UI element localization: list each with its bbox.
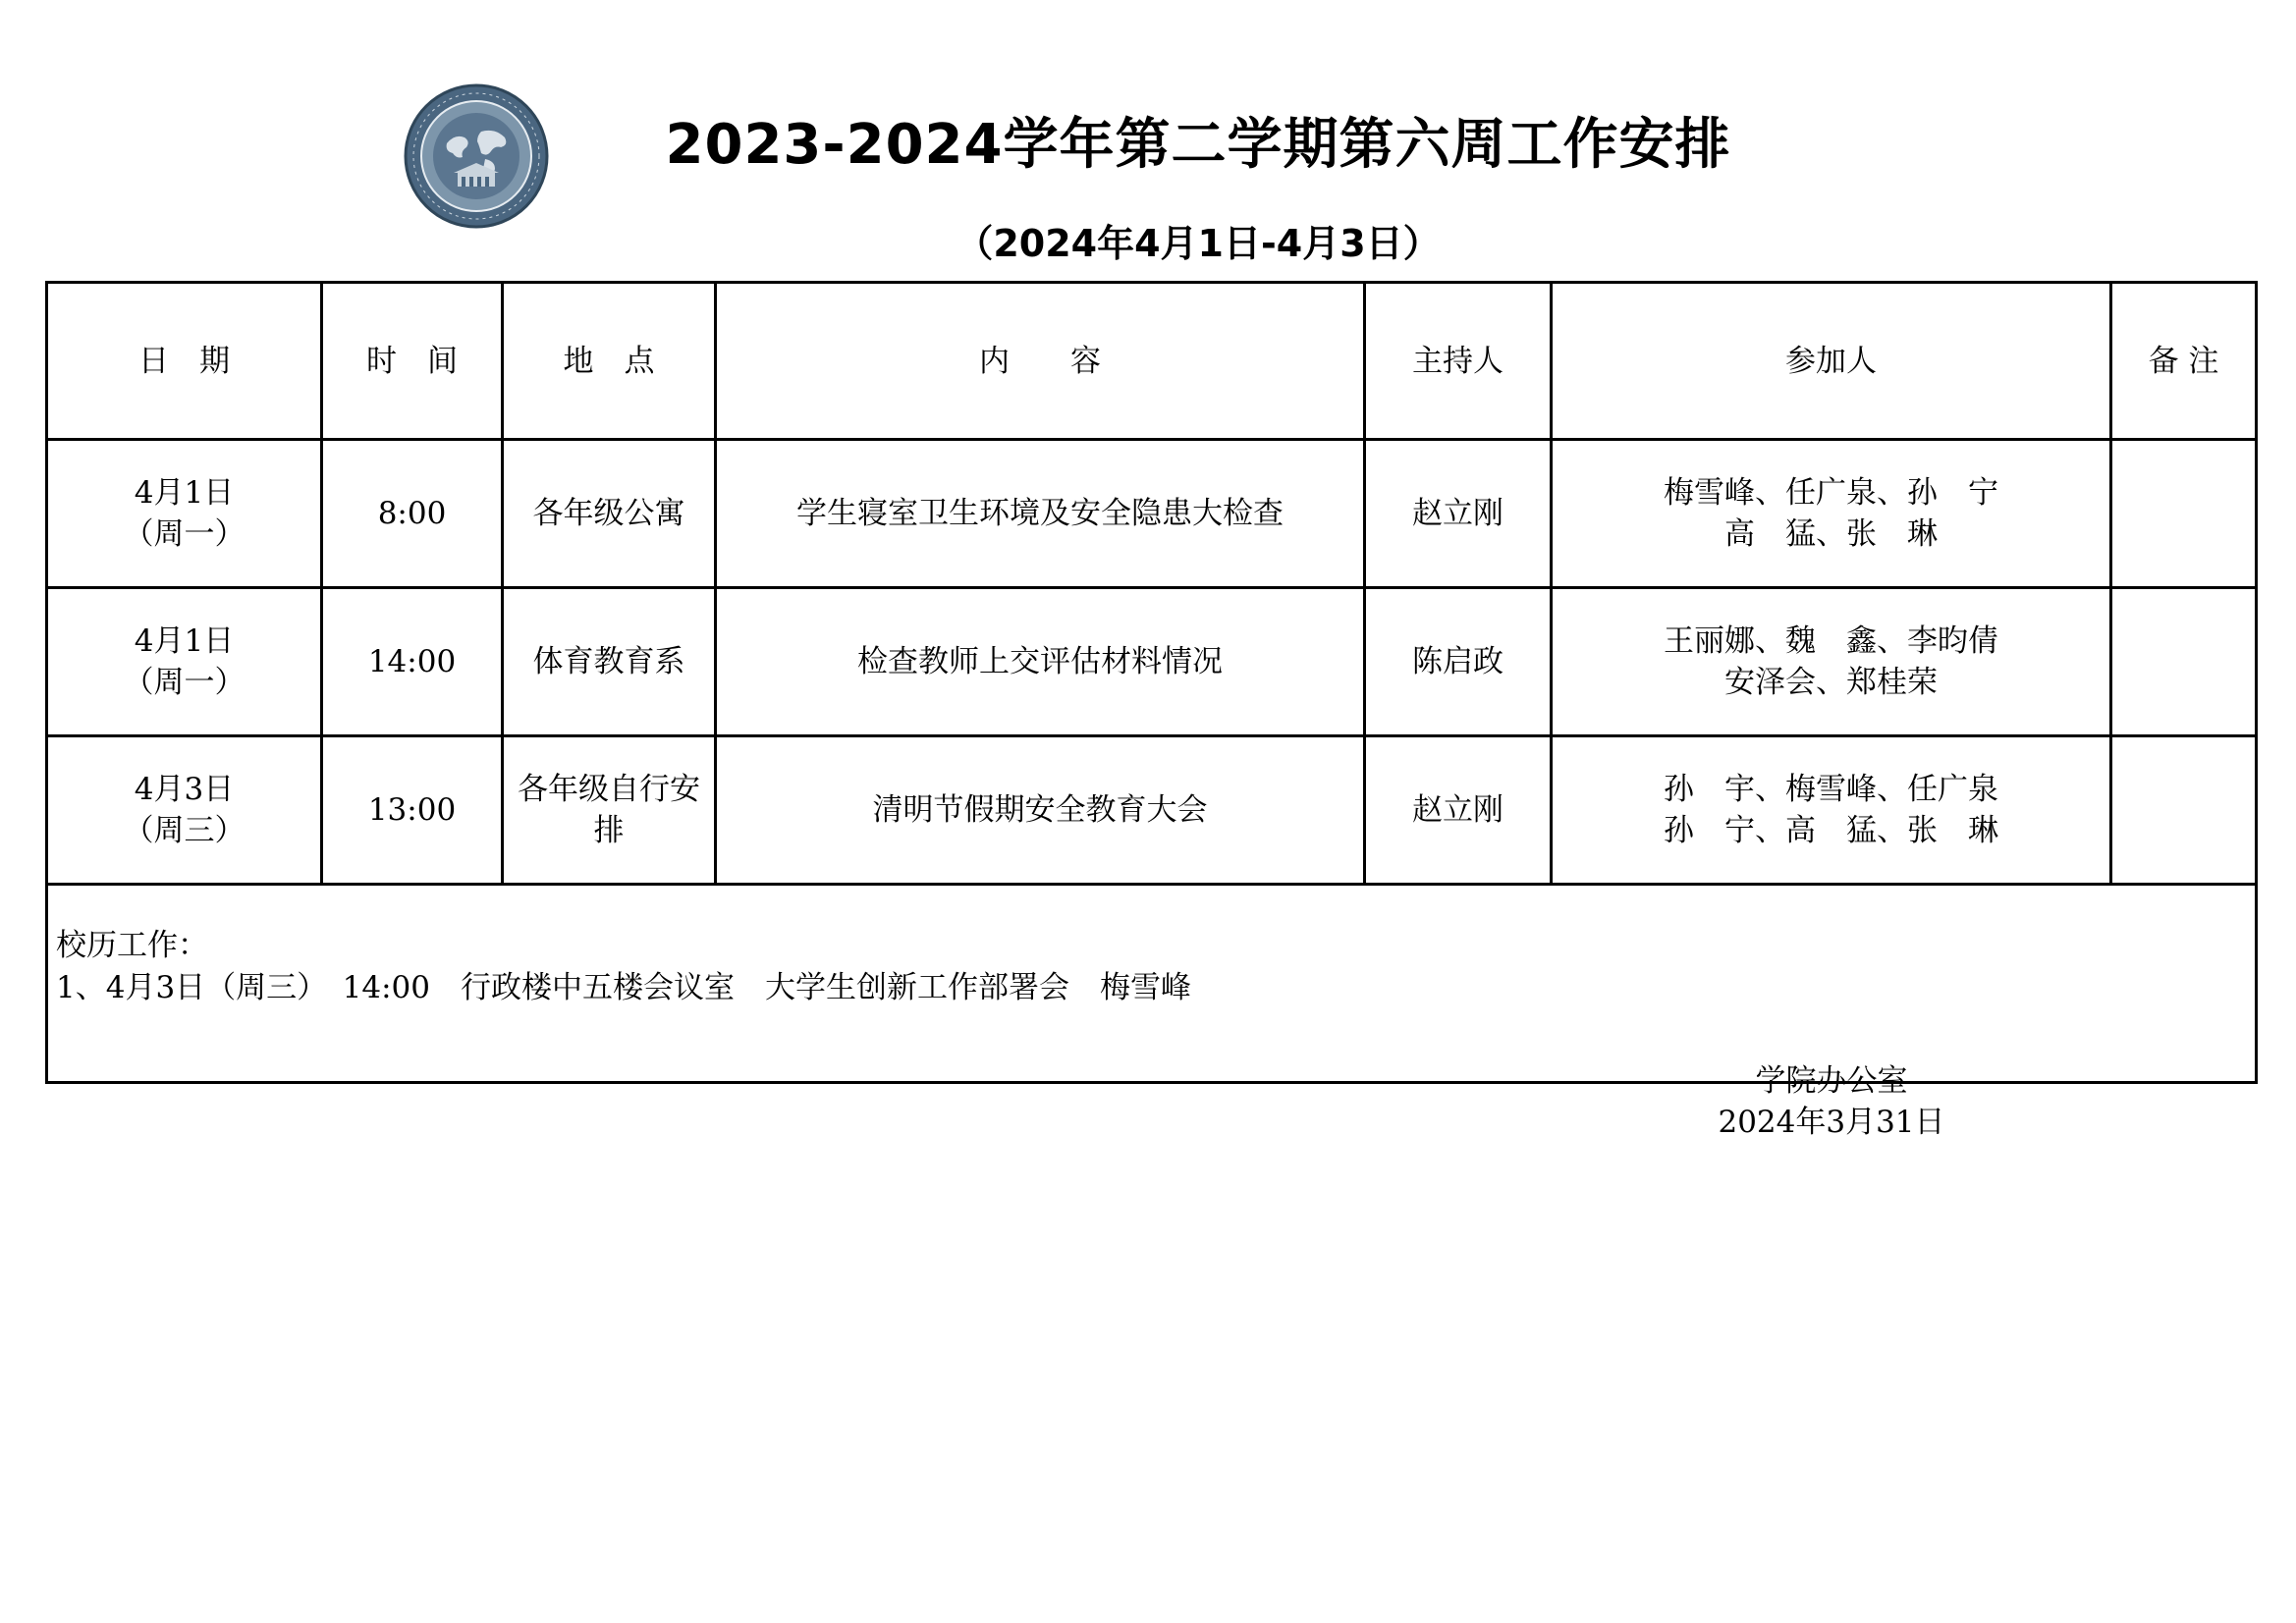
note-cell: [2111, 736, 2257, 885]
table-header-row: [47, 283, 2257, 440]
university-seal-icon: [403, 82, 550, 230]
time-cell: 14:00: [322, 588, 503, 736]
note-cell: [2111, 588, 2257, 736]
header-participants: 参加人: [1552, 283, 2111, 440]
schedule-table: [45, 281, 2258, 1084]
place-cell: 各年级公寓: [503, 440, 716, 588]
date-cell: 4月1日 （周一）: [47, 588, 322, 736]
issuing-office: 学院办公室: [1755, 1063, 1908, 1099]
note-cell: [2111, 440, 2257, 588]
table-row: [47, 736, 2257, 885]
date-cell: 4月1日 （周一）: [47, 440, 322, 588]
header-content: 内 容: [716, 283, 1365, 440]
content-cell: 清明节假期安全教育大会: [716, 736, 1365, 885]
header-note: 备 注: [2111, 283, 2257, 440]
header-date: 日 期: [47, 283, 322, 440]
time-cell: 13:00: [322, 736, 503, 885]
host-cell: 赵立刚: [1365, 736, 1552, 885]
calendar-work-row: [47, 885, 2257, 1083]
date-cell: 4月3日 （周三）: [47, 736, 322, 885]
calendar-work-cell: [47, 885, 2257, 1083]
participants-cell: 孙 宇、梅雪峰、任广泉 孙 宁、高 猛、张 琳: [1552, 736, 2111, 885]
header-time: 时 间: [322, 283, 503, 440]
header-place: 地 点: [503, 283, 716, 440]
table-row: [47, 588, 2257, 736]
date-range-subtitle: （2024年4月1日-4月3日）: [956, 222, 1441, 265]
calendar-work-item: 1、4月3日（周三） 14:00 行政楼中五楼会议室 大学生创新工作部署会 梅雪峰: [56, 970, 1192, 1005]
content-cell: 学生寝室卫生环境及安全隐患大检查: [716, 440, 1365, 588]
place-cell: 各年级自行安排: [503, 736, 716, 885]
header-host: 主持人: [1365, 283, 1552, 440]
table-row: [47, 440, 2257, 588]
place-cell: 体育教育系: [503, 588, 716, 736]
calendar-work-heading: 校历工作：: [56, 928, 208, 963]
participants-cell: 梅雪峰、任广泉、孙 宁 高 猛、张 琳: [1552, 440, 2111, 588]
page-title: 2023-2024学年第二学期第六周工作安排: [665, 113, 1731, 177]
participants-cell: 王丽娜、魏 鑫、李昀倩 安泽会、郑桂荣: [1552, 588, 2111, 736]
host-cell: 陈启政: [1365, 588, 1552, 736]
host-cell: 赵立刚: [1365, 440, 1552, 588]
content-cell: 检查教师上交评估材料情况: [716, 588, 1365, 736]
time-cell: 8:00: [322, 440, 503, 588]
issue-date: 2024年3月31日: [1718, 1105, 1945, 1140]
